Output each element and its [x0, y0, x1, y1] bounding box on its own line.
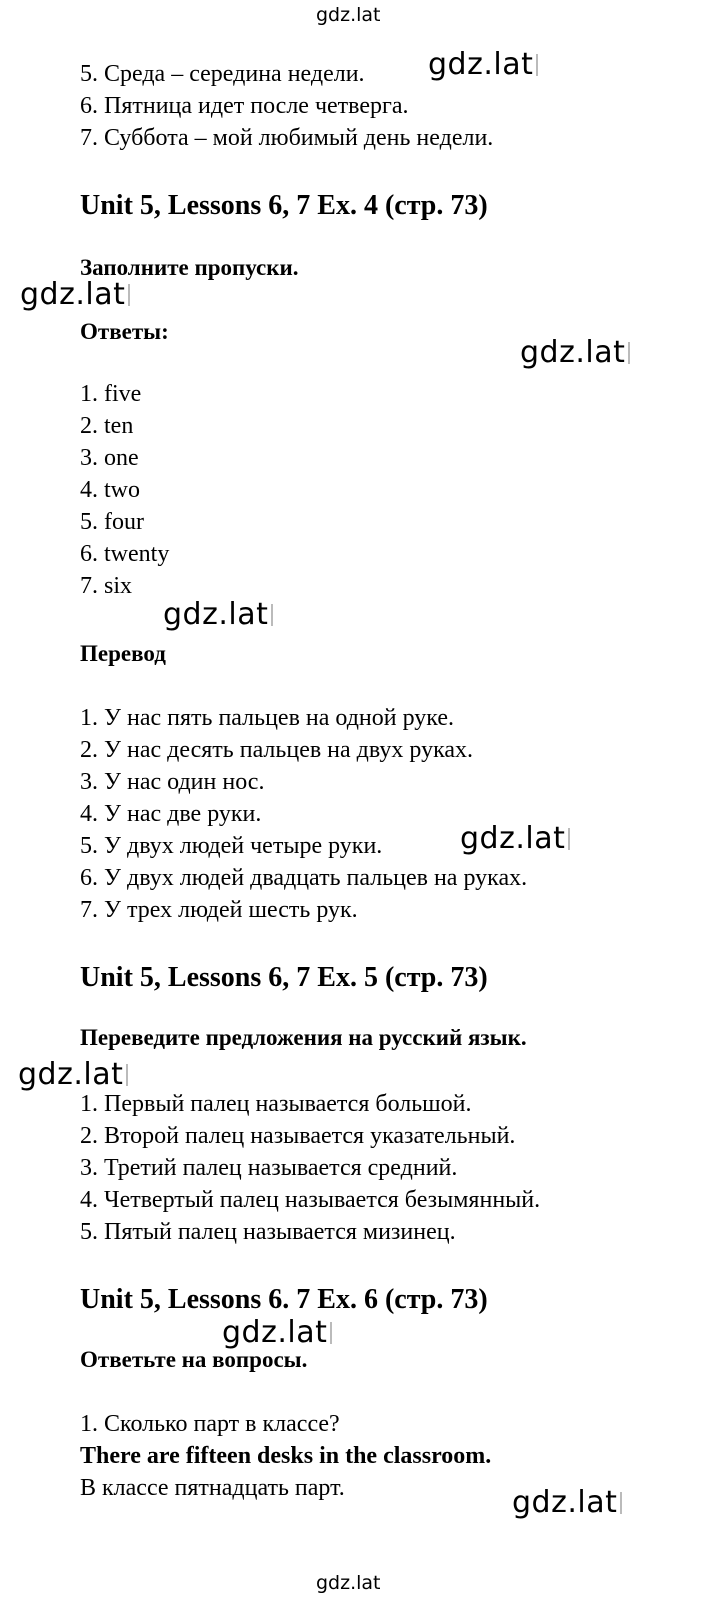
translation-item: 6. У двух людей двадцать пальцев на руках. — [80, 865, 528, 891]
answer-item: 4. two — [80, 477, 140, 503]
watermark: gdz.lat — [18, 1058, 128, 1092]
instruction-ex6: Ответьте на вопросы. — [80, 1347, 308, 1372]
answer-item: 5. four — [80, 509, 144, 535]
list-item: 3. Третий палец называется средний. — [80, 1155, 458, 1181]
watermark-header: gdz.lat — [316, 4, 381, 26]
list-item: 5. Среда – середина недели. — [80, 61, 365, 87]
answer-item: 6. twenty — [80, 541, 170, 567]
translation-item: 3. У нас один нос. — [80, 769, 265, 795]
list-item: 5. Пятый палец называется мизинец. — [80, 1219, 456, 1245]
watermark: gdz.lat — [520, 336, 630, 370]
watermark: gdz.lat — [163, 598, 273, 632]
translation-item: 1. У нас пять пальцев на одной руке. — [80, 705, 455, 731]
section-heading-ex4: Unit 5, Lessons 6, 7 Ex. 4 (стр. 73) — [80, 190, 488, 221]
answer-item: 3. one — [80, 445, 139, 471]
answer-english: There are fifteen desks in the classroom. — [80, 1443, 492, 1469]
answer-russian: В классе пятнадцать парт. — [80, 1475, 345, 1501]
list-item: 4. Четвертый палец называется безымянный. — [80, 1187, 541, 1213]
translation-label: Перевод — [80, 641, 166, 666]
translation-item: 5. У двух людей четыре руки. — [80, 833, 383, 859]
answer-item: 7. six — [80, 573, 133, 599]
watermark: gdz.lat — [460, 822, 570, 856]
answers-label: Ответы: — [80, 319, 169, 344]
watermark: gdz.lat — [428, 48, 538, 82]
list-item: 6. Пятница идет после четверга. — [80, 93, 409, 119]
watermark: gdz.lat — [20, 278, 130, 312]
instruction-ex4: Заполните пропуски. — [80, 255, 299, 280]
list-item: 7. Суббота – мой любимый день недели. — [80, 125, 494, 151]
watermark: gdz.lat — [222, 1316, 332, 1350]
translation-item: 4. У нас две руки. — [80, 801, 262, 827]
translation-item: 2. У нас десять пальцев на двух руках. — [80, 737, 474, 763]
question-item: 1. Сколько парт в классе? — [80, 1411, 340, 1437]
watermark-footer: gdz.lat — [316, 1572, 381, 1594]
instruction-ex5: Переведите предложения на русский язык. — [80, 1025, 527, 1050]
answer-item: 2. ten — [80, 413, 134, 439]
list-item: 2. Второй палец называется указательный. — [80, 1123, 516, 1149]
watermark: gdz.lat — [512, 1486, 622, 1520]
section-heading-ex5: Unit 5, Lessons 6, 7 Ex. 5 (стр. 73) — [80, 962, 488, 993]
translation-item: 7. У трех людей шесть рук. — [80, 897, 358, 923]
list-item: 1. Первый палец называется большой. — [80, 1091, 472, 1117]
answer-item: 1. five — [80, 381, 142, 407]
section-heading-ex6: Unit 5, Lessons 6. 7 Ex. 6 (стр. 73) — [80, 1284, 488, 1315]
